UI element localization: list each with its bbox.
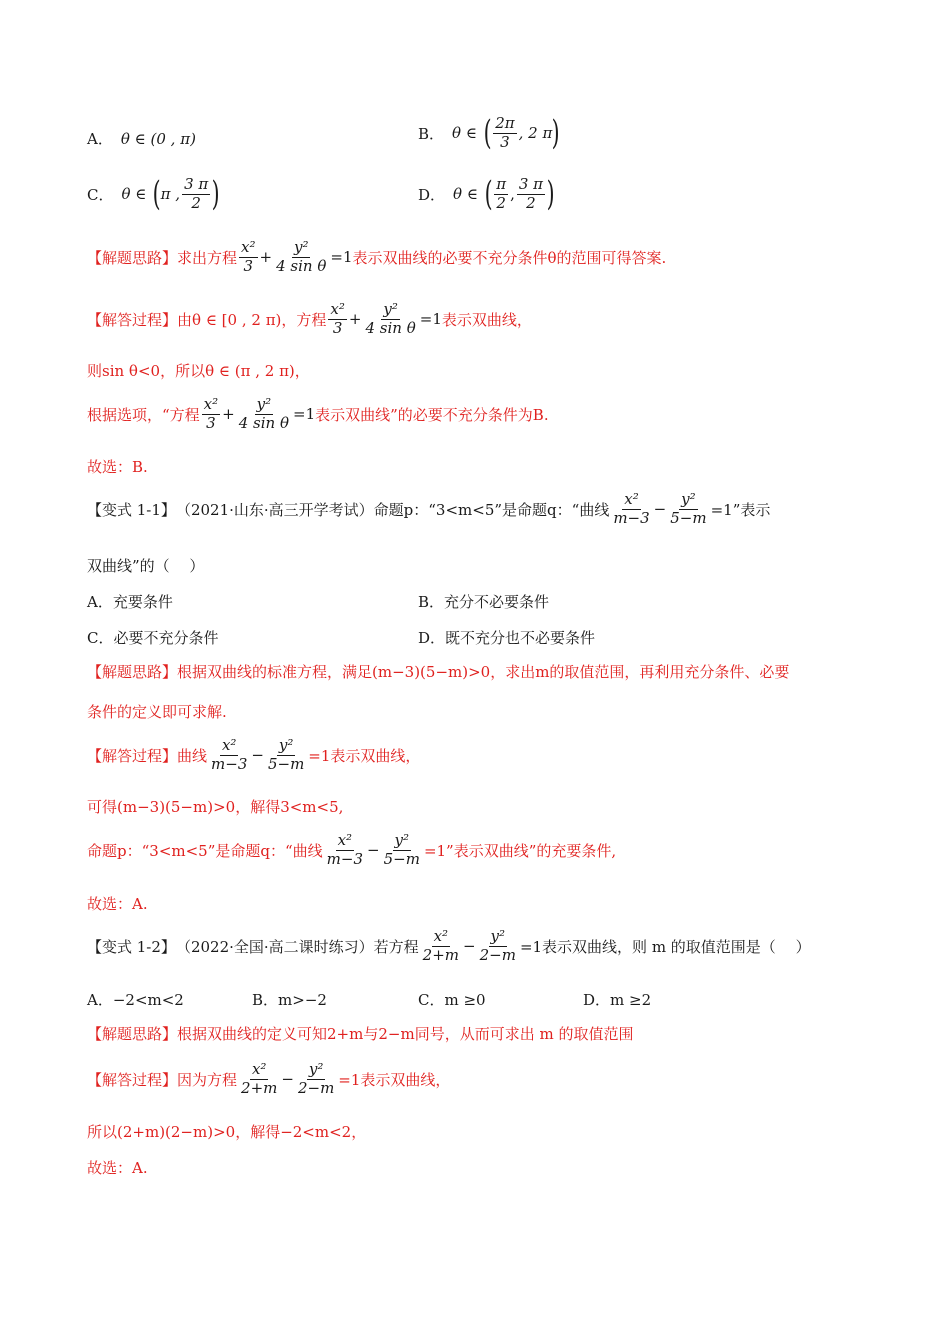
variant-1-2-idea: 【解题思路】 根据双曲线的定义可知2+m与2−m同号，从而可求出 m 的取值范围 — [87, 1025, 634, 1043]
option-b-pre: θ ∈ — [452, 124, 477, 143]
option-c-first: π , — [160, 185, 181, 204]
variant-1-2-option-d: D．m ≥2 — [583, 991, 652, 1009]
option-d-fraction-1: $\frac{\pi}{2}$ — [496, 175, 507, 212]
option-d: D． θ ∈ ( $\frac{\pi}{2}$ , $\frac{3 \pi}{2}$ ) — [418, 174, 555, 215]
process-tag: 【解答过程】 — [87, 310, 178, 329]
option-c-fraction: $\frac{3 \pi}{2}$ — [184, 175, 209, 212]
variant-1-2-process-line-2: 所以(2+m)(2−m)>0，解得−2<m<2， — [87, 1123, 367, 1141]
option-c-pre: θ ∈ — [121, 185, 147, 204]
option-b-fraction: $\frac{2\pi}{3}$ — [495, 114, 515, 151]
variant-1-1-tag: 【变式 1-1】 — [87, 500, 176, 519]
option-a-math: θ ∈ (0 , π) — [120, 129, 196, 148]
option-c: C． θ ∈ ( π , $\frac{3 \pi}{2}$ ) — [87, 174, 220, 215]
option-d-label: D． — [418, 185, 446, 204]
prev-process-line-2: 则sin θ<0，所以θ ∈ (π , 2 π)， — [87, 362, 310, 380]
variant-1-2-option-a: A．−2<m<2 — [87, 991, 184, 1009]
option-b-label: B． — [418, 124, 445, 143]
variant-1-1-idea: 【解题思路】 根据双曲线的标准方程，满足(m−3)(5−m)>0，求出m的取值范围，再利用充分条件、必要 — [87, 663, 790, 681]
option-b-post: , 2 π — [518, 124, 553, 143]
prev-answer: 故选：B. — [87, 458, 148, 476]
variant-1-1-option-b: B．充分不必要条件 — [418, 593, 550, 611]
variant-1-2-option-b: B．m>−2 — [252, 991, 327, 1009]
variant-1-2-process: 【解答过程】 因为方程 $\frac{\text{x²}}{2+m}$ − $\frac{\text{y²}}{2-m}$ =1表示双曲线， — [87, 1060, 451, 1097]
option-d-pre: θ ∈ — [453, 185, 478, 204]
option-b: B． θ ∈ ( $\frac{2\pi}{3}$ , 2 π ) — [418, 113, 560, 154]
variant-1-2-tag: 【变式 1-2】 — [87, 937, 176, 956]
prev-process-line-3: 根据选项，“方程 $\frac{\text{x²}}{3}$ + $\frac{\text{y²}}{\text{4 sin θ}}$ =1 表示双曲线”的必要不充分条件为B. — [87, 395, 549, 432]
variant-1-1-process: 【解答过程】 曲线 $\frac{\text{x²}}{m-3}$ − $\frac{\text{y²}}{5-m}$ =1表示双曲线， — [87, 736, 421, 773]
variant-1-1-option-c: C．必要不充分条件 — [87, 629, 219, 647]
variant-1-1-process-line-2: 可得(m−3)(5−m)>0，解得3<m<5, — [87, 798, 344, 816]
variant-1-1-process-line-3: 命题p：“3<m<5”是命题q：“曲线 $\frac{\text{x²}}{m-3}$ − $\frac{\text{y²}}{5-m}$ =1”表示双曲线”的充要条件, — [87, 831, 617, 868]
variant-1-1-idea-line-2: 条件的定义即可求解. — [87, 703, 227, 721]
variant-1-1-option-d: D．既不充分也不必要条件 — [418, 629, 596, 647]
option-a-label: A． — [87, 130, 113, 148]
variant-1-2-source: （2022·全国·高二课时练习） — [175, 937, 374, 956]
variant-1-1-stem: 【变式 1-1】 （2021·山东·高三开学考试） 命题p：“3<m<5”是命题q：“曲线 $\frac{\text{x²}}{m-3}$ − $\frac{\text{y²}}{5-m}$ =1”表示 — [87, 490, 771, 527]
variant-1-1-source: （2021·山东·高三开学考试） — [175, 500, 374, 519]
variant-1-1-answer: 故选：A. — [87, 895, 148, 913]
variant-1-1-stem-line-2: 双曲线”的（ ） — [87, 557, 205, 575]
option-a — [87, 128, 196, 149]
variant-1-2-answer: 故选：A. — [87, 1159, 148, 1177]
idea-tag: 【解题思路】 — [87, 248, 178, 267]
prev-solution-process: 【解答过程】 由θ ∈ [0 , 2 π)，方程 $\frac{\text{x²}}{3}$ + $\frac{\text{y²}}{\text{4 sin θ}}$ =1 表示双曲线， — [87, 300, 532, 337]
prev-solution-idea: 【解题思路】 求出方程 $\frac{\text{x²}}{3}$ + $\frac{\text{y²}}{\text{4 sin θ}}$ =1 表示双曲线的必要不充分条件θ的范围可得答案. — [87, 238, 667, 275]
variant-1-2-stem: 【变式 1-2】 （2022·全国·高二课时练习） 若方程 $\frac{\text{x²}}{2+m}$ − $\frac{\text{y²}}{2-m}$ =1表示双曲线，则 m 的取值范围是（ ） — [87, 927, 811, 964]
variant-1-1-option-a: A．充要条件 — [87, 593, 173, 611]
option-d-fraction-2: $\frac{3 \pi}{2}$ — [518, 175, 544, 212]
variant-1-2-option-c: C．m ≥0 — [418, 991, 486, 1009]
option-c-label: C． — [87, 185, 114, 204]
